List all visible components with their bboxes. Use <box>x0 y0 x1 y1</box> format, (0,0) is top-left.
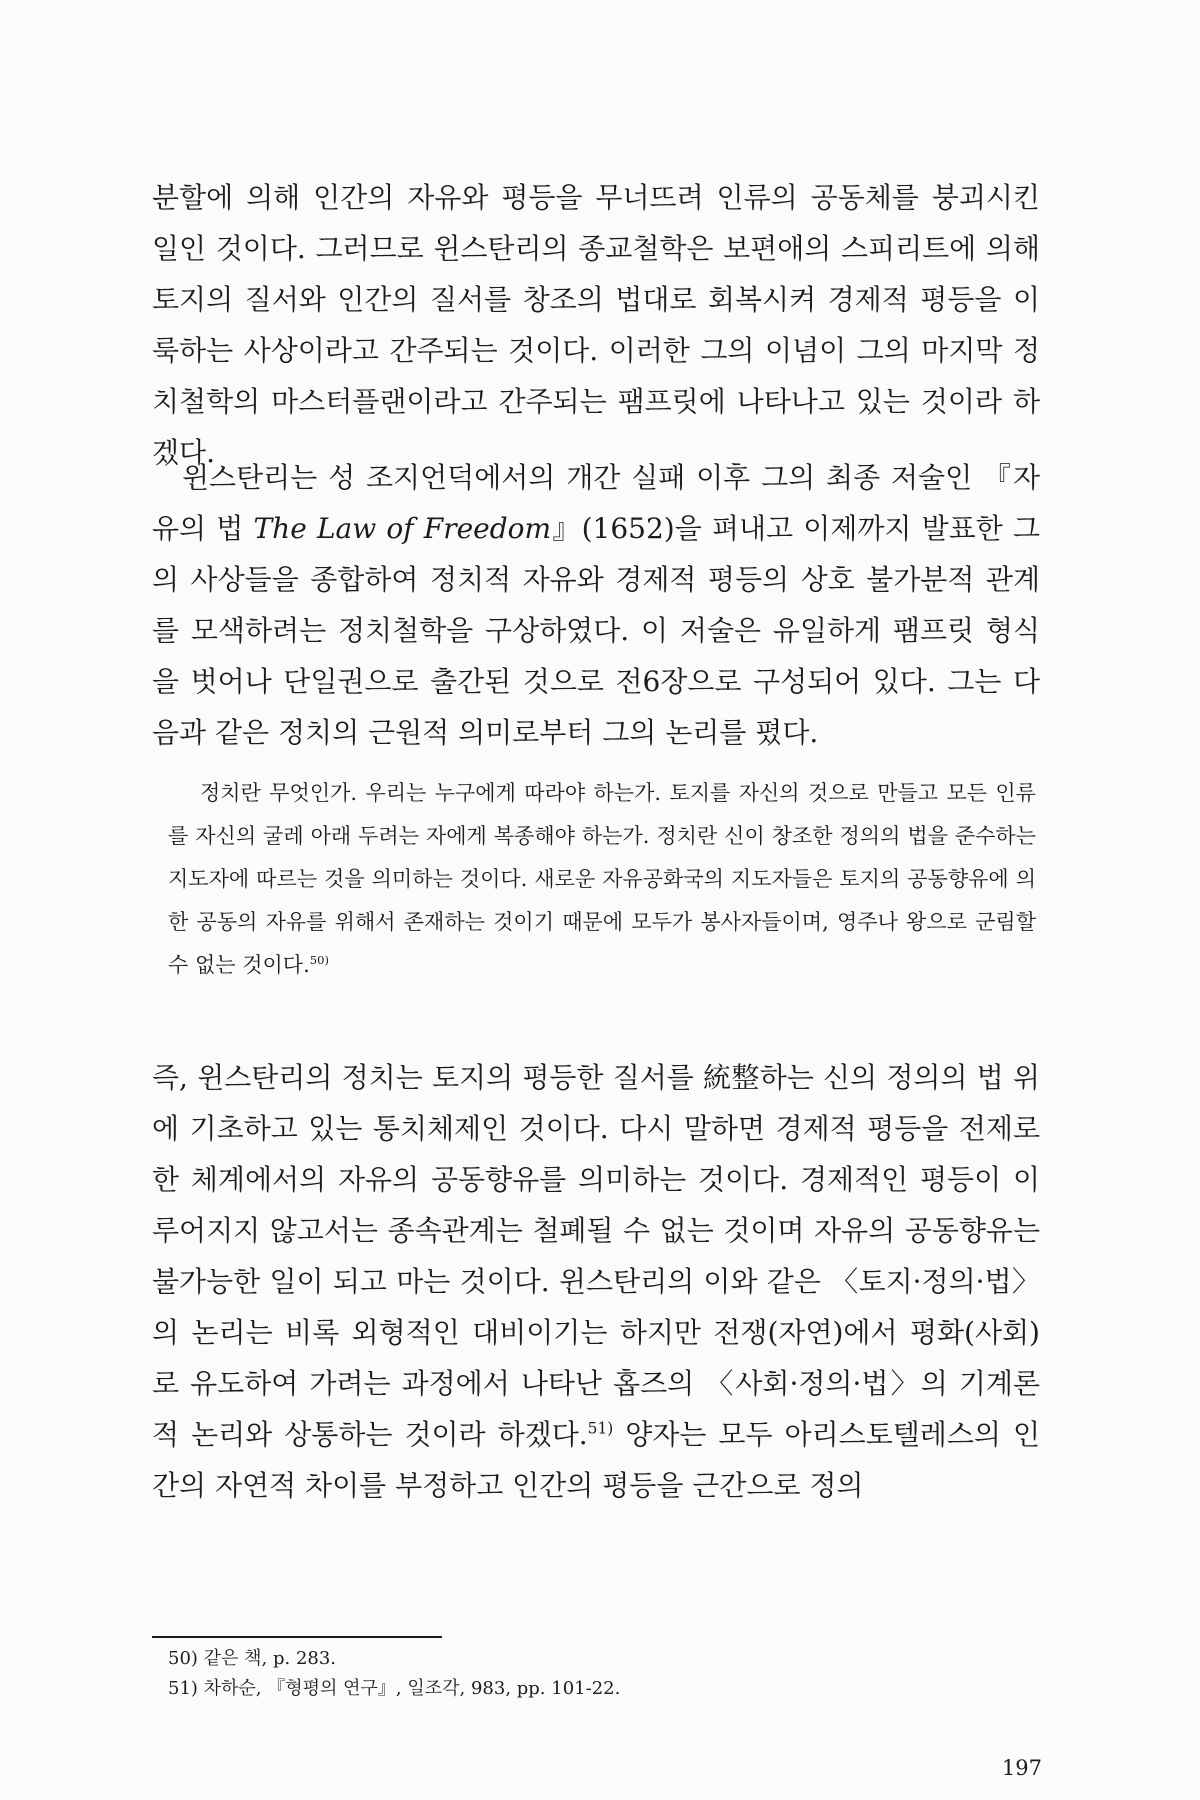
paragraph-3-text-start: 즉, 윈스탄리의 정치는 토지의 평등한 질서를 統整하는 신의 정의의 법 위에 기초하고 있는 통치체제인 것이다. 다시 말하면 경제적 평등을 전제로 한 체계에서의 자유의 공동향유를 의미하는 것이다. 경제적인 평등이 이루어지지 않고서는 종속관계는 철폐될 수 없는 것이며 자유의 공동향유는 불가능한 일이 되고 마는 것이다. 윈스탄리의 이와 같은 〈토지·정의·법〉의 논리는 비록 외형적인 대비이기는 하지만 전쟁(자연)에서 평화(사회)로 유도하여 가려는 과정에서 나타난 홉즈의 〈사회·정의·법〉의 기계론적 논리와 상통하는 것이라 하겠다. <box>152 1061 1040 1451</box>
footnote-list <box>168 1644 1028 1704</box>
paragraph-3-text-end: 양자는 모두 아리스토텔레스의 인간의 자연적 차이를 부정하고 인간의 평등을 근간으로 정의 <box>152 1418 1040 1502</box>
paragraph-2-text-start: 윈스탄리는 성 조지언덕에서의 개간 실패 이후 그의 최종 저술인 『자유의 법 <box>152 461 1040 545</box>
footnote-ref-50: 50) <box>309 953 329 967</box>
page-number: 197 <box>1001 1756 1042 1780</box>
block-quote-text: 정치란 무엇인가. 우리는 누구에게 따라야 하는가. 토지를 자신의 것으로 만들고 모든 인류를 자신의 굴레 아래 두려는 자에게 복종해야 하는가. 정치란 신이 창조한 정의의 법을 준수하는 지도자에 따르는 것을 의미하는 것이다. 새로운 자유공화국의 지도자들은 토지의 공동향유에 의한 공동의 자유를 위해서 존재하는 것이기 때문에 모두가 봉사자들이며, 영주나 왕으로 군림할 수 없는 것이다. <box>168 781 1036 977</box>
footnote-50: 50) 같은 책, p. 283. <box>168 1648 337 1669</box>
book-title-english: The Law of Freedom <box>253 512 552 545</box>
paragraph-2-text-end: 』(1652)을 펴내고 이제까지 발표한 그의 사상들을 종합하여 정치적 자유와 경제적 평등의 상호 불가분적 관계를 모색하려는 정치철학을 구상하였다. 이 저술은 유일하게 팸프릿 형식을 벗어나 단일권으로 출간된 것으로 전6장으로 구성되어 있다. 그는 다음과 같은 정치의 근원적 의미로부터 그의 논리를 폈다. <box>152 512 1040 749</box>
footnote-divider <box>152 1636 442 1638</box>
paragraph-1 <box>152 172 1040 478</box>
paragraph-3 <box>152 1052 1040 1511</box>
footnote-51: 51) 차하순, 『형평의 연구』, 일조각, 983, pp. 101-22. <box>168 1678 621 1699</box>
footnote-ref-51: 51) <box>587 1419 614 1438</box>
paragraph-2 <box>152 452 1040 758</box>
paragraph-1-text: 분할에 의해 인간의 자유와 평등을 무너뜨려 인류의 공동체를 붕괴시킨 일인 것이다. 그러므로 윈스탄리의 종교철학은 보편애의 스피리트에 의해 토지의 질서와 인간의 질서를 창조의 법대로 회복시켜 경제적 평등을 이룩하는 사상이라고 간주되는 것이다. 이러한 그의 이념이 그의 마지막 정치철학의 마스터플랜이라고 간주되는 팸프릿에 나타나고 있는 것이라 하겠다. <box>152 181 1040 469</box>
block-quote <box>168 772 1036 987</box>
